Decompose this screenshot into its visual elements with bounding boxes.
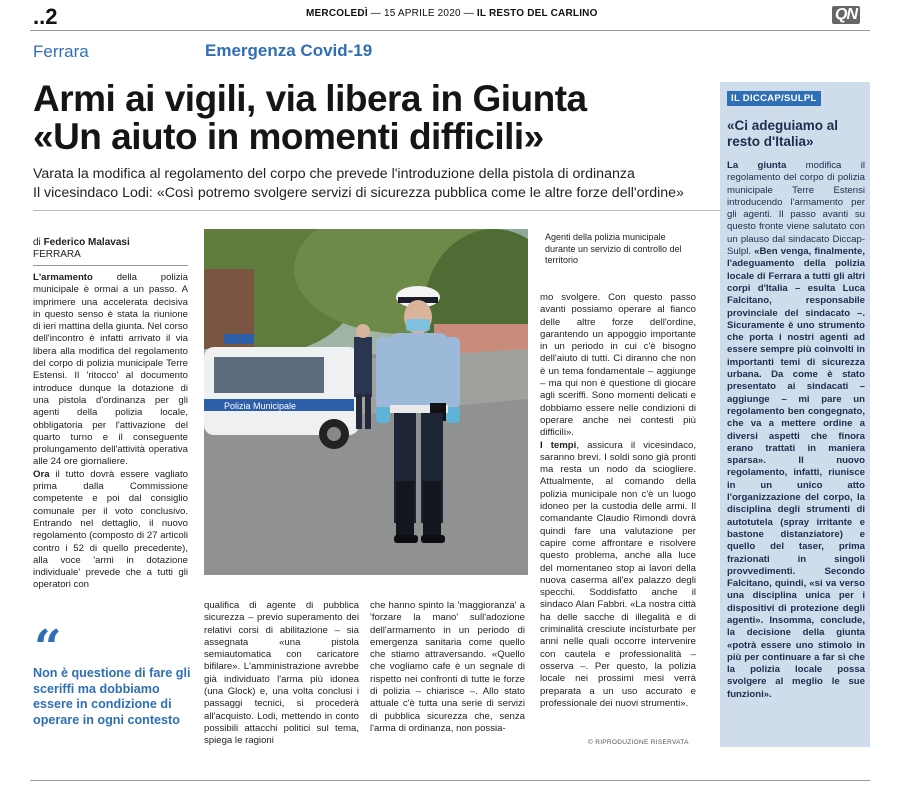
sidebar-tag: IL DICCAP/SULPL [727, 91, 821, 106]
column-4-text-a: mo svolgere. Con questo passo avanti possiamo operare al fianco delle altre forze dell'ordine, garantendo un appoggio importante in un periodo in cui c'è bisogno dell'aiuto di tutti. Ci diranno che non è un tema fondamentale – aggiunge – ma qui non è questione di giocare agli sceriffi. Sono momenti delicati e dobbiamo essere nelle condizioni di operare anche nei contesti più difficili». [540, 292, 696, 439]
deck-line-2: Il vicesindaco Lodi: «Così potremo svolgere servizi di sicurezza pubblica come le altre forze dell'ordine» [33, 185, 684, 201]
article-photo [204, 229, 528, 575]
page-number: ..2 [33, 4, 58, 29]
patrol-car [204, 334, 359, 449]
column-1-text-a: della polizia municipale è ormai a un passo. A imprimere una accelerata decisiva in questo senso è stata la riunione di ieri mattina della giunta. Nel corso dell'incontro è infatti arrivato il via libera alla modifica del regolamento del corpo di polizia municipale Terre Estensi. Il 'ritocco' al documento introduce dunque la dotazione di una pistola d'ordinanza per gli agenti della polizia locale, obbligatoria per l'attivazione del quarto turno e il conseguente prolungamento dell'attività operativa alle 24 ore giornaliere. [33, 272, 188, 468]
dateline-newspaper: IL RESTO DEL CARLINO [476, 8, 598, 19]
bottom-divider [30, 780, 870, 781]
car-text: Polizia Municipale [224, 401, 297, 411]
dateline-day: MERCOLEDÌ [306, 8, 368, 19]
deck [33, 165, 723, 203]
headline-line-2: «Un aiuto in momenti difficili» [33, 116, 544, 157]
article-column-4 [540, 292, 696, 742]
pull-quote: Non è questione di fare gli sceriffi ma dobbiamo essere in condizione di operare in ogni contesto [33, 666, 191, 727]
column-1-text-b: il tutto dovrà essere vagliato prima dalla Commissione competente e poi dal consiglio comunale per il voto conclusivo. Entrando nel dettaglio, il nuovo regolamento (composto di 27 articoli contro i 52 di quello precedente), alla voce 'armi in dotazione individuale' prevede che a tutti gli operatori con [33, 468, 188, 591]
lead-word-3: I tempi [540, 439, 577, 451]
sidebar-title: «Ci adeguiamo al resto d'Italia» [727, 118, 839, 149]
deck-divider [33, 210, 723, 211]
article-column-2: qualifica di agente di pubblica sicurezza – previo superamento dei relativi corsi di abilitazione – sia assegnata «una pistola semiautomatica con caricatore bifilare». L'amministrazione avrebbe già individuato l'arma più idonea (una Glock) e, una volta conclusi i passaggi tecnici, si procederà all'acquisto. Lodi, mettendo in conto possibili attacchi politici sul tema, spiega le ragioni [204, 600, 359, 747]
byline-prefix: di [33, 237, 41, 248]
sidebar-text-b: «Ben venga, finalmente, l'adeguamento della polizia locale di Ferrara a tutti gli altri corpi d'Italia – esulta Luca Falcitano, responsabile provinciale del sindacato –. Sicuramente è uno strumento che porta i nostri agenti ad essere sempre più coinvolti in importanti temi di sicurezza urbana. Da come è stato presentato ai sindacati – aggiunge – mi pare un regolamento ben congegnato, che va a mettere ordine a diversi aspetti che finora erano trattati in maniera sparsa». Il nuovo regolamento, infatti, riunisce in un unico atto l'organizzazione del corpo, la disciplina degli strumenti di autotutela (spray irritante e bastone distanziatore) e quello del taser, prima frazionati in singoli provvedimenti. Secondo Falcitano, quindi, «si va verso una disciplina unica per i dispositivi di protezione degli agenti». Insomma, conclude, la decisione della giunta «potrà essere uno stimolo in più per continuare a far sì che la polizia locale possa svolgere al meglio le sue funzioni». [727, 246, 865, 700]
section-label: Ferrara [33, 42, 89, 61]
dateline [306, 8, 598, 19]
lead-word: L'armamento [33, 272, 93, 283]
headline-line-1: Armi ai vigili, via libera in Giunta [33, 78, 587, 119]
sidebar-lead: La giunta [727, 160, 787, 171]
byline-city: FERRARA [33, 249, 81, 260]
deck-line-1: Varata la modifica al regolamento del corpo che prevede l'introduzione della pistola di ordinanza [33, 166, 635, 182]
police-photo-illustration [204, 229, 528, 575]
quote-mark-icon: “ [34, 620, 62, 676]
headline [33, 80, 723, 156]
header-divider [30, 30, 870, 31]
qn-logo: QN [832, 6, 860, 24]
byline [33, 237, 188, 261]
copyright-notice: © RIPRODUZIONE RISERVATA [588, 739, 689, 746]
column-4-text-b: , assicura il vicesindaco, saranno brevi. I soldi sono già pronti ma resta un nodo da sciogliere. Attualmente, al comando della polizia municipale non c'è un luogo idoneo per la custodia delle armi. Il comandante Claudio Rimondi dovrà quindi fare una valutazione per capire come affrontare e risolvere questo problema, anche alla luce del momentaneo stop ai lavori della nuova caserma all'ex palazzo degli specchi. Soddisfatto anche il sindaco Alan Fabbri. «La nostra città ha delle sacche di illegalità e di criminalità cresciute incisturbate per anni nelle quali occorre intervenire con cautela e professionalità – osserva –. Per questo, la polizia locale nei prossimi mesi verrà preparata a un uso accurato e professionale dei nuovi strumenti». [540, 439, 696, 709]
sidebar-body [727, 160, 865, 745]
dateline-date: — 15 APRILE 2020 — [370, 8, 474, 19]
rubric-label: Emergenza Covid-19 [205, 41, 373, 60]
article-column-3: che hanno spinto la 'maggioranza' a 'forzare la mano' sull'adozione dell'armamento in un periodo di emergenza sanitaria come quello che stiamo attraversando. «Quello che vogliamo cafe è un segnale di rispetto nei confronti di tutte le forze di polizia – chiarisce –. Allo stato attuale c'è tutta una serie di servizi di pubblica sicurezza che, senza l'arma di ordinanza, non possia- [370, 600, 525, 734]
sidebar-text-a: modifica il regolamento del corpo di polizia municipale Terre Estensi introducendo l'armamento per gli agenti. Il passo avanti su questo fronte viene salutato con un plauso dal sindacato Diccap-Sulpl. [727, 160, 865, 258]
byline-author: Federico Malavasi [43, 237, 130, 248]
lead-word-2: Ora [33, 468, 50, 480]
article-column-1 [33, 272, 188, 617]
photo-caption: Agenti della polizia municipale durante un servizio di controllo del territorio [545, 232, 682, 265]
byline-divider [33, 265, 188, 266]
